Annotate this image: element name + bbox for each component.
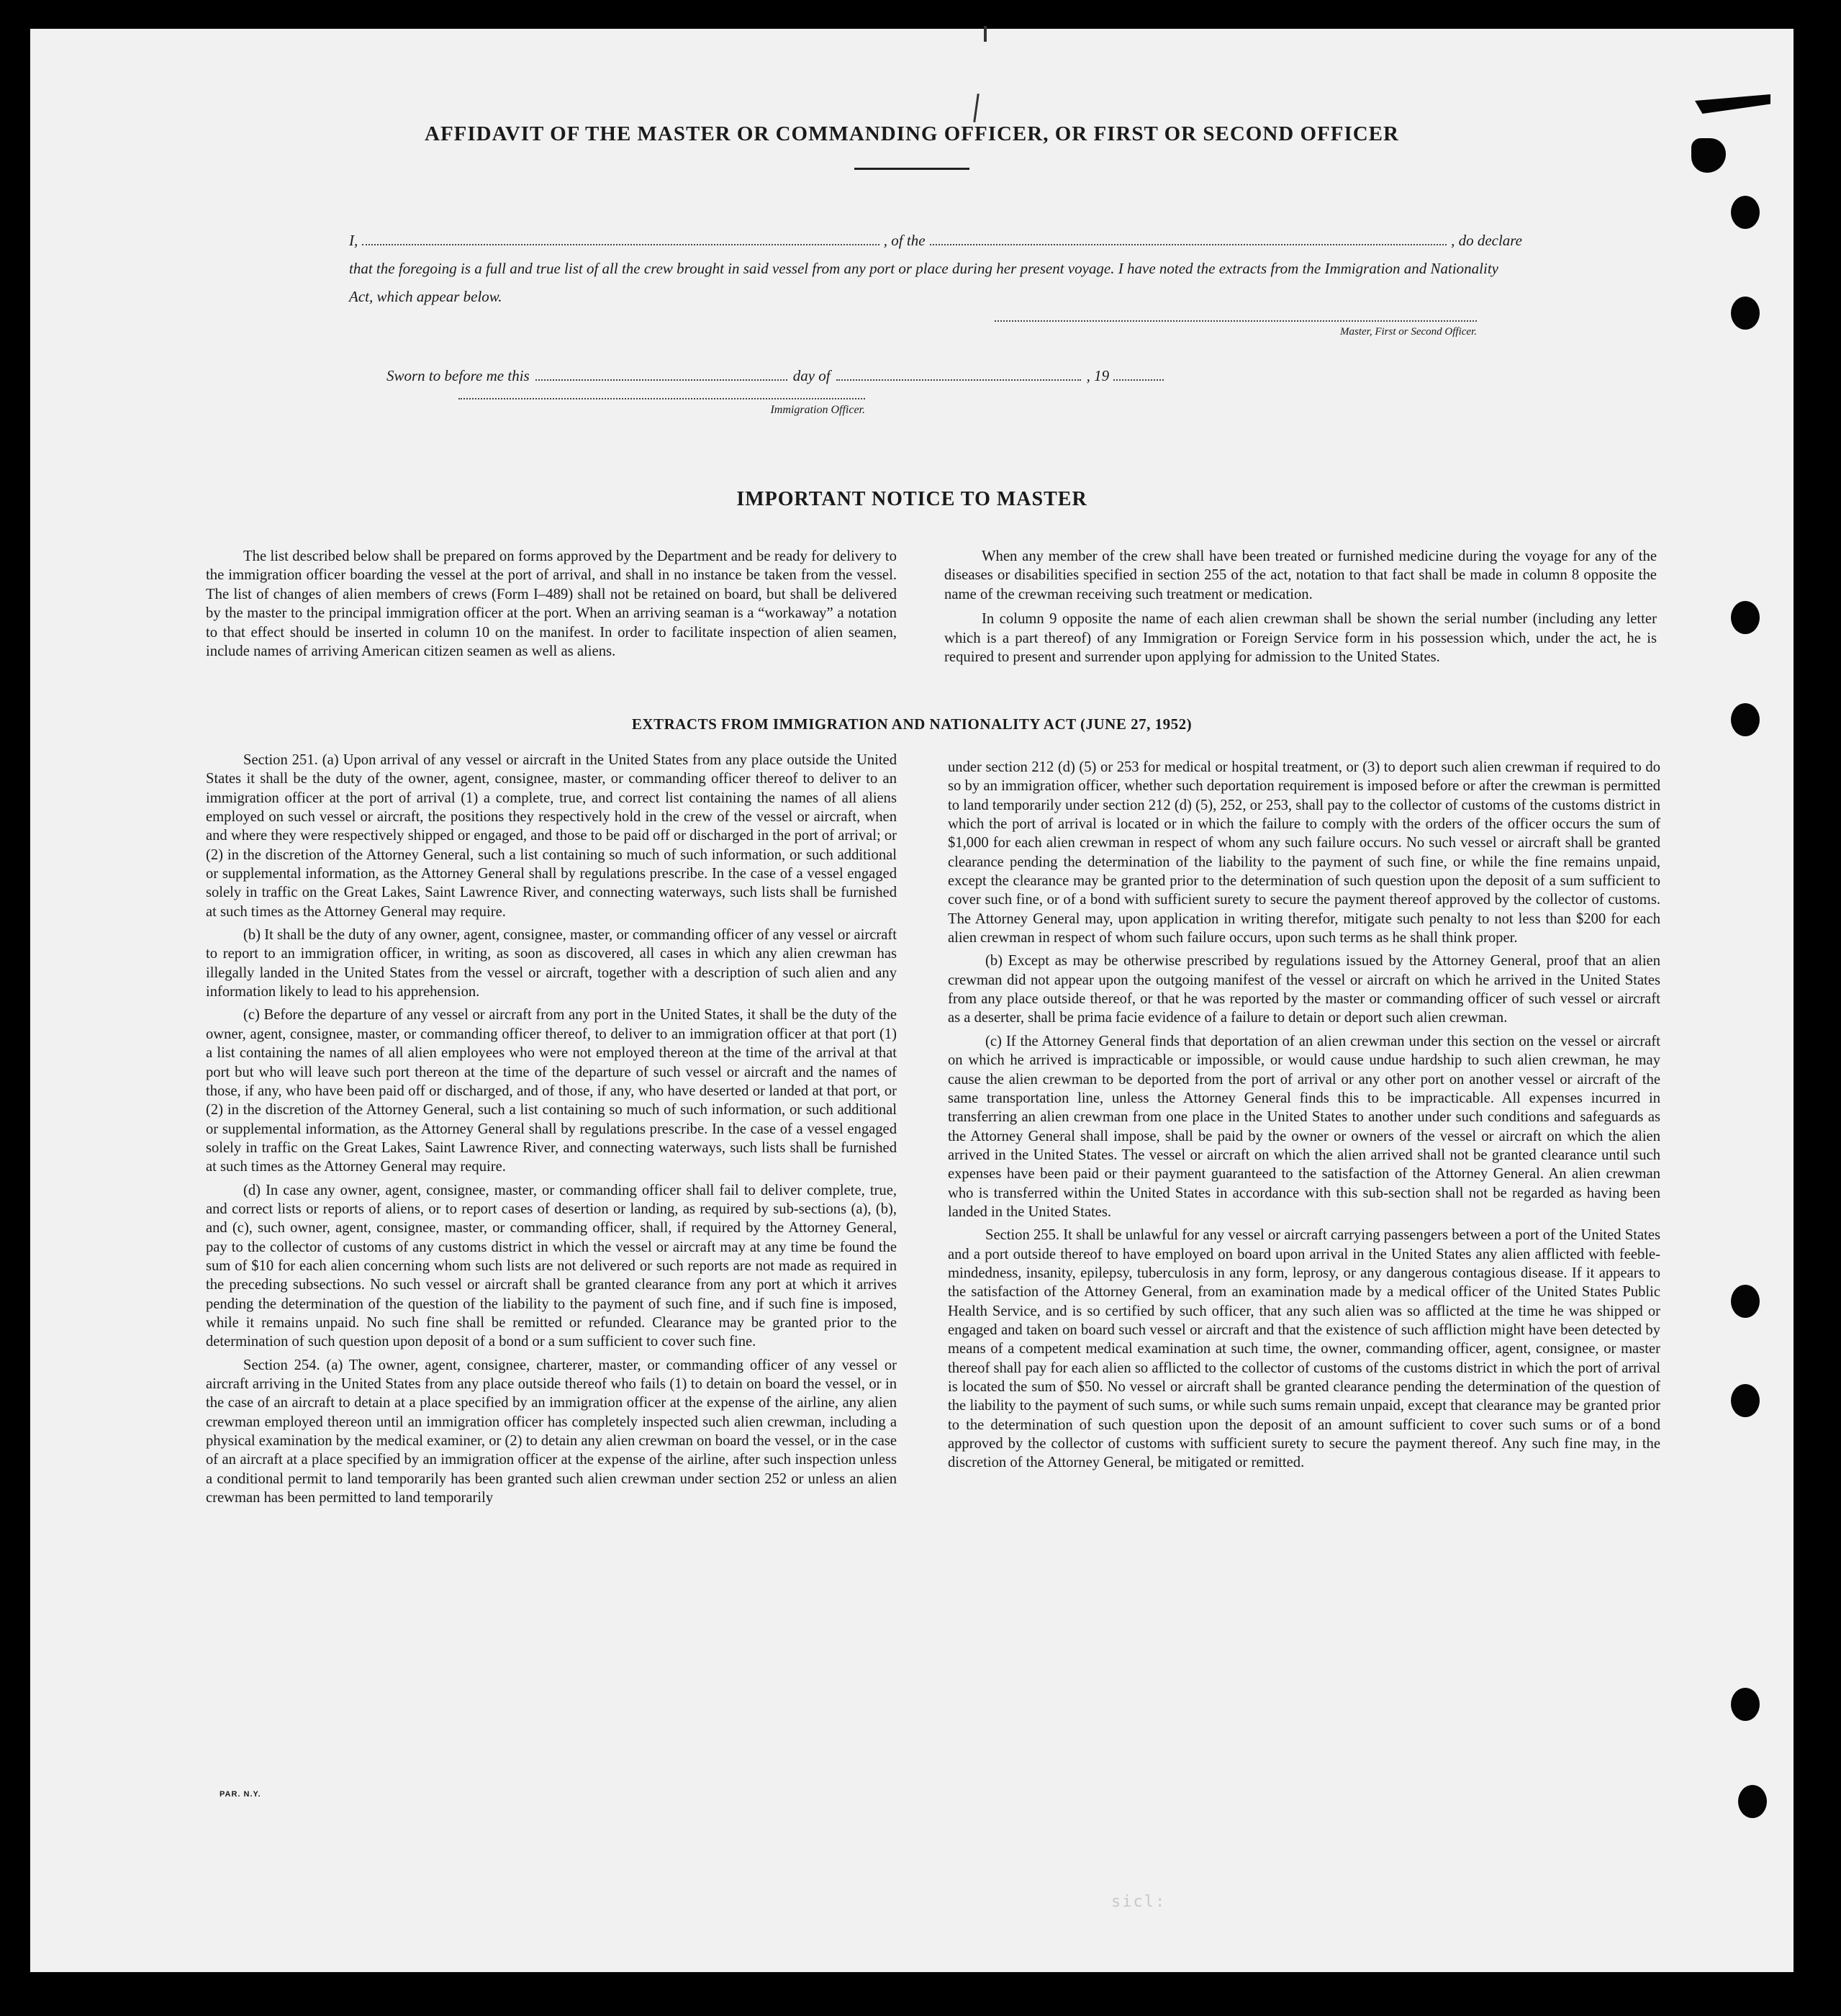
affidavit-title: AFFIDAVIT OF THE MASTER OR COMMANDING OFFICER, OR FIRST OR SECOND OFFICER [425, 122, 1399, 145]
sworn-label: Sworn to before me this [386, 367, 530, 384]
form-page [30, 29, 1793, 1972]
extract-paragraph: under section 212 (d) (5) or 253 for medical or hospital treatment, or (3) to deport such alien crewman if required to do so by an immigration officer, whether such deportation requirement is imposed before or after the crewman is permitted to land temporarily under section 212 (d) (5), 252, or 253, shall pay to the collector of customs of the customs district in which the port of arrival is located or in which the failure to comply with the orders of the officer occurs the sum of $1,000 for each alien crewman in respect of whom any such failure occurs. No such vessel or aircraft shall be granted clearance pending the determination of the liability to the payment of such fine, or while the fine remains unpaid, except the clearance may be granted prior to the determination of such question upon the deposit of a sum sufficient to cover such fine, or of a bond with sufficient surety to secure the payment thereof approved by the collector of customs. The Attorney General may, upon application in writing therefor, mitigate such penalty to not less than $200 for each alien crewman in respect of whom such failure occurs, upon such terms as he shall think proper. [948, 759, 1660, 946]
printer-mark: PAR. N.Y. [220, 1790, 261, 1799]
of-the-label: , of the [883, 232, 926, 249]
notice-left-column [206, 547, 897, 666]
punch-hole [1731, 297, 1760, 330]
extracts-right-column [948, 758, 1660, 1477]
year-label: , 19 [1086, 367, 1110, 384]
extract-paragraph: Section 255. It shall be unlawful for any vessel or aircraft carrying passengers between a port of the United States and a port outside thereof to have employed on board upon arrival in the United States any alien afflicted with feeble-mindedness, insanity, epilepsy, tuberculosis in any form, leprosy, or any dangerous contagious disease. If it appears to the satisfaction of the Attorney General, from an examination made by a medical officer of the United States Public Health Service, and is so certified by such officer, that any such alien was so afflicted at the time he was shipped or engaged and taken on board such vessel or aircraft and that the existence of such affliction might have been detected by means of a competent medical examination at such time, the owner, commanding officer, agent, consignee, or master thereof shall pay for each alien so afflicted to the collector of customs of the customs district in which the port of arrival is located the sum of $50. No vessel or aircraft shall be granted clearance pending the determination of the question of the liability to the payment of such sums, or while such sums remain unpaid, except that clearance may be granted prior to the determination of such question upon the deposit of an amount sufficient to cover such sums or of a bond approved by the collector of customs with sufficient surety to secure the payment thereof. Any such fine may, in the discretion of the Attorney General, be mitigated or remitted. [948, 1227, 1660, 1471]
punch-hole [1731, 703, 1760, 736]
punch-hole [1731, 1384, 1760, 1417]
notice-title: IMPORTANT NOTICE TO MASTER [736, 488, 1087, 510]
punch-hole [1731, 1285, 1760, 1318]
extract-paragraph: (b) It shall be the duty of any owner, agent, consignee, master, or commanding officer of any vessel or aircraft to report to an immigration officer, in writing, as soon as discovered, all cases in which any alien crewman has illegally landed in the United States from the vessel or aircraft, together with a description of such alien and any information likely to lead to his apprehension. [206, 927, 897, 1000]
punch-hole [1738, 1785, 1767, 1818]
notice-right-column [944, 547, 1657, 672]
punch-hole [1731, 196, 1760, 229]
punch-hole [1731, 601, 1760, 634]
extracts-left-column [206, 751, 897, 1511]
extract-paragraph: Section 254. (a) The owner, agent, consignee, charterer, master, or commanding officer of any vessel or aircraft arriving in the United States from any place outside thereof who fails (1) to detain on board the vessel, or in the case of an aircraft to detain at a place specified by an immigration officer at the expense of the airline, any alien crewman employed thereon until an immigration officer has completely inspected such alien crewman, including a physical examination by the medical examiner, or (2) to detain any alien crewman on board the vessel, or in the case of an aircraft at a place specified by an immigration officer at the expense of the airline, after such inspection unless a conditional permit to land temporarily has been granted such alien crewman under section 252 or unless an alien crewman has been permitted to land temporarily [206, 1357, 897, 1506]
do-declare-label: , do declare [1451, 232, 1523, 249]
sworn-year-blank-field[interactable] [1113, 375, 1164, 381]
sworn-day-blank-field[interactable] [535, 375, 787, 381]
day-of-label: day of [792, 367, 831, 384]
declaration-text: that the foregoing is a full and true list of all the crew brought in said vessel from any port or place during her present voyage. I have noted the extracts from the Immigration and Nationality Act, which appear below. [349, 260, 1498, 305]
master-signature-line[interactable] [995, 320, 1477, 338]
extract-paragraph: Section 251. (a) Upon arrival of any vessel or aircraft in the United States from any place outside the United States it shall be the duty of the owner, agent, consignee, master, or commanding officer thereof to deliver to an immigration officer at the port of arrival (1) a complete, true, and correct list containing the names of all aliens employed on such vessel or aircraft, the positions they respectively hold in the crew of the vessel or aircraft, when and where they were respectively shipped or engaged, and those to be paid off or discharged in the port of arrival; or (2) in the discretion of the Attorney General, such a list containing so much of such information, or such additional or supplemental information, as the Attorney General shall by regulations prescribe. In the case of a vessel engaged solely in traffic on the Great Lakes, Saint Lawrence River, and connecting waterways, such lists shall be furnished at such times as the Attorney General may require. [206, 752, 897, 920]
extract-paragraph: (d) In case any owner, agent, consignee, master, or commanding officer shall fail to deliver complete, true, and correct lists or reports of aliens, or to report cases of desertion or landing, as required by sub-sections (a), (b), and (c), such owner, agent, consignee, master, or commanding officer, shall, if required by the Attorney General, pay to the collector of customs of any customs district in which the vessel or aircraft may at any time be found the sum of $10 for each alien concerning whom such lists are not delivered or such reports are not made as required in the preceding subsections. No such vessel or aircraft shall be granted clearance from any port at which it arrives pending the determination of the question of the liability to the payment of such fine, and if such fine is imposed, while it remains unpaid. No such fine shall be remitted or refunded. Clearance may be granted prior to the determination of such question upon deposit of a bond or a sum sufficient to cover such fine. [206, 1182, 897, 1350]
pen-mark [973, 94, 980, 122]
notice-paragraph: When any member of the crew shall have been treated or furnished medicine during the voyage for any of the diseases or disabilities specified in section 255 of the act, notation to that fact shall be made in column 8 opposite the name of the crewman receiving such treatment or medication. [944, 548, 1657, 602]
extract-paragraph: (c) If the Attorney General finds that deportation of an alien crewman under this section on the vessel or aircraft on which he arrived is impracticable or impossible, or would cause undue hardship to such alien crewman, he may cause the alien crewman to be deported from the port of arrival or any other port on another vessel or aircraft of the same transportation line, unless the Attorney General finds this to be impracticable. All expenses incurred in transferring an alien crewman from one place in the United States to another under such conditions and safeguards as the Attorney General shall impose, shall be paid by the owner or owners of the vessel or aircraft on which the alien arrived in the United States. The vessel or aircraft on which the alien arrived shall not be granted clearance until such expenses have been paid or their payment guaranteed to the satisfaction of the Attorney General. An alien crewman who is transferred within the United States in accordance with this sub-section shall not be regarded as having been landed in the United States. [948, 1033, 1660, 1220]
i-label: I, [349, 232, 358, 249]
notice-paragraph: The list described below shall be prepared on forms approved by the Department and be ready for delivery to the immigration officer boarding the vessel at the port of arrival, and shall in no instance be taken from the vessel. The list of changes of alien members of crews (Form I–489) shall not be retained on board, but shall be delivered by the master to the principal immigration officer at the port. When an arriving seaman is a “workaway” a notation to that effect should be inserted in column 10 on the manifest. In order to facilitate inspection of alien seamen, include names of arriving American citizen seamen as well as aliens. [206, 548, 897, 660]
immigration-officer-signature-line[interactable] [458, 398, 865, 417]
signature-caption: Master, First or Second Officer. [1340, 326, 1477, 338]
extracts-title: EXTRACTS FROM IMMIGRATION AND NATIONALITY ACT (JUNE 27, 1952) [631, 715, 1193, 733]
officer-caption: Immigration Officer. [770, 404, 865, 416]
declaration-block [349, 227, 1522, 311]
title-rule [854, 168, 969, 170]
notice-paragraph: In column 9 opposite the name of each alien crewman shall be shown the serial number (including any letter which is a part thereof) of any Immigration or Foreign Service form in his possession which, under the act, he is required to present and surrender upon applying for admission to the United States. [944, 611, 1657, 666]
pen-mark [984, 26, 987, 42]
extract-paragraph: (b) Except as may be otherwise prescribed by regulations issued by the Attorney General, proof that an alien crewman did not appear upon the outgoing manifest of the vessel or aircraft on which he arrived in the United States from any place outside thereof, or that he was reported by the master or commanding officer of such vessel or aircraft as a deserter, shall be prima facie evidence of a failure to detain or deport such alien crewman. [948, 953, 1660, 1026]
faint-bleed-through-text: sicl: [1111, 1893, 1167, 1911]
vessel-blank-field[interactable] [930, 240, 1447, 245]
punch-hole [1731, 1688, 1760, 1721]
sworn-line [386, 367, 1239, 385]
extract-paragraph: (c) Before the departure of any vessel or aircraft from any port in the United States, it shall be the duty of the owner, agent, consignee, master, or commanding officer thereof, to deliver to an immigration officer at that port (1) a list containing the names of all alien employees who were not employed thereon at the time of the arrival at that port but who will leave such port thereon at the time of the departure of such vessel or aircraft and the names of those, if any, who have been paid off or discharged, and of those, if any, who have deserted or landed at that port, or (2) in the discretion of the Attorney General, such a list containing so much of such information, or such additional or supplemental information, as the Attorney General shall by regulations prescribe. In the case of a vessel engaged solely in traffic on the Great Lakes, Saint Lawrence River, and connecting waterways, such lists shall be furnished at such times as the Attorney General may require. [206, 1007, 897, 1175]
name-blank-field[interactable] [362, 240, 879, 245]
sworn-month-blank-field[interactable] [836, 375, 1081, 381]
